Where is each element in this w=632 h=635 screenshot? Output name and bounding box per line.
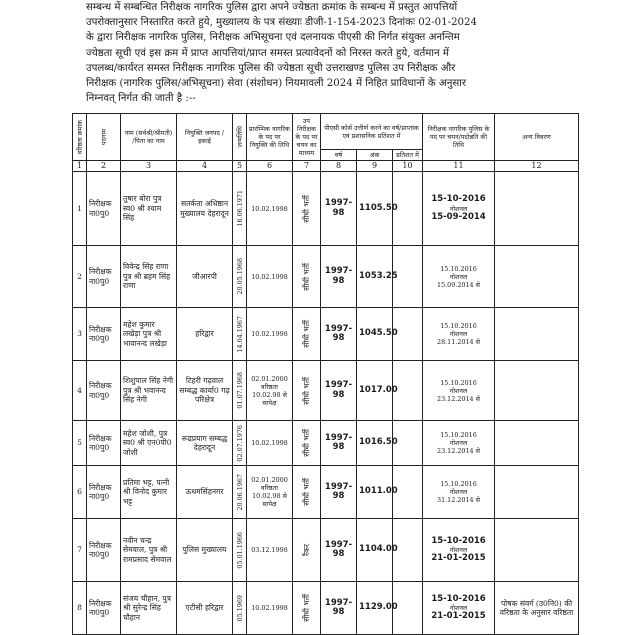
header-year: वर्ष (321, 150, 357, 161)
header-rank: पदनाम (87, 114, 121, 161)
intro-line: के द्वारा निरीक्षक नागरिक पुलिस, निरीक्षक अभिसूचना एवं दलनायक पीएसी की निर्गत संयुक्त अनन्तिम (86, 32, 460, 44)
promotion-notional: नोशनल (449, 204, 468, 213)
header-other-details: अन्य विवरण (495, 114, 579, 161)
mode-text: सीधी भर्ती (301, 320, 311, 348)
cell-marks: 1053.25 (357, 246, 393, 308)
dob-text: 20.06.1967 (235, 473, 244, 511)
intro-line: उपलब्ध/कार्यरत समस्त निरीक्षक नागरिक पुलिस की ज्येष्ठता सूची उत्तराखण्ड पुलिस उप निरीक्षक और (86, 62, 456, 74)
promotion-date: 15.10.2016 (440, 431, 477, 439)
cell-appointment-date: 10.02.1998 (247, 582, 293, 635)
cell-unit: सतर्कता अधिष्ठान मुख्यालय देहरादून (177, 172, 233, 246)
cell-name: शिशुपाल सिंह नेगी पुत्र श्री भवानन्द सिंह नेगी (121, 361, 177, 421)
promotion-date: 15.10.2016 (440, 322, 477, 330)
cell-name: विवेन्द्र सिंह राणा पुत्र श्री ब्रहम सिंह राणा (121, 246, 177, 308)
cell-name: महेश कुमार लखेड़ा पुत्र श्री भावानन्द लखेड़ा (121, 308, 177, 361)
intro-line: ज्येष्ठता सूची एवं इस क्रम में प्राप्त आपत्तियां/प्राप्त समस्त प्रत्यावेदनों को निरस्त करते हुये, वर्तमान में (86, 47, 449, 59)
cell-year: 1997-98 (321, 361, 357, 421)
column-number: 10 (393, 161, 423, 172)
cell-seniority-no: 1 (73, 172, 87, 246)
cell-appointment-date: 02.01.2000 वरिष्ठता 10.02.98 से सापेक्ष (247, 361, 293, 421)
promotion-effective-date: 31.12.2014 से (437, 496, 480, 504)
cell-marks: 1045.50 (357, 308, 393, 361)
cell-selection-mode (293, 519, 321, 582)
column-number: 7 (293, 161, 321, 172)
cell-other-details (495, 466, 579, 519)
column-number: 6 (247, 161, 293, 172)
seniority-table (72, 113, 579, 635)
cell-rank: निरीक्षक ना0पु0 (87, 519, 121, 582)
promotion-date: 15-10-2016 (431, 593, 486, 604)
cell-year: 1997-98 (321, 308, 357, 361)
cell-unit: टिहरी गढ़वाल सम्बद्ध कार्या0 गढ़ परिक्षेत्र (177, 361, 233, 421)
cell-other-details (495, 246, 579, 308)
cell-selection-mode (293, 246, 321, 308)
cell-unit: एटीसी हरिद्वार (177, 582, 233, 635)
table-row (73, 582, 579, 635)
promotion-effective-date: 21-01-2015 (431, 553, 486, 563)
cell-marks: 1129.00 (357, 582, 393, 635)
cell-other-details (495, 308, 579, 361)
cell-selection-mode (293, 308, 321, 361)
header-course-group: पीएसी कोर्स उत्तीर्ण करने का वर्ष/प्राप्तांक एवं प्रशासनिक प्रतिशत में (321, 114, 423, 150)
dob-text: 02.07.1976 (235, 424, 244, 462)
column-number: 11 (423, 161, 495, 172)
cell-selection-mode (293, 361, 321, 421)
dob-text: 20.05.1968 (235, 258, 244, 295)
header-marks: अंक (357, 150, 393, 161)
cell-dob (233, 246, 247, 308)
column-number: 4 (177, 161, 233, 172)
cell-promotion (423, 466, 495, 519)
cell-other-details: पोषक संवर्ग (उ0नि0) की वरिष्ठता के अनुसार वरिष्ठता (495, 582, 579, 635)
promotion-notional: नोशनल (449, 439, 468, 447)
cell-seniority-no: 8 (73, 582, 87, 635)
promotion-date: 15-10-2016 (431, 535, 486, 546)
header-name: नाम (सर्वश्री/श्रीमती) /पिता का नाम (121, 114, 177, 161)
cell-promotion (423, 308, 495, 361)
cell-name: नवीन चन्द्र सेमवाल, पुत्र श्री रामप्रसाद सेमवाल (121, 519, 177, 582)
intro-line: निरीक्षक (नागरिक पुलिस/अभिसूचना) सेवा (संशोधन) नियमावली 2024 में निहित प्राविधानों के अनुसार (86, 78, 467, 90)
cell-appointment-date: 10.02.1998 (247, 246, 293, 308)
cell-year: 1997-98 (321, 172, 357, 246)
cell-appointment-date: 03.12.1998 (247, 519, 293, 582)
column-number: 9 (357, 161, 393, 172)
cell-year: 1997-98 (321, 246, 357, 308)
mode-text: सीधी भर्ती (301, 262, 311, 291)
header-appointment-date: प्रारम्भिक नागरिक के पद पर नियुक्ति की तिथि (247, 114, 293, 161)
table-row (73, 361, 579, 421)
cell-year: 1997-98 (321, 466, 357, 519)
cell-seniority-no: 7 (73, 519, 87, 582)
cell-selection-mode (293, 421, 321, 466)
dob-text: 05.1969 (235, 594, 244, 622)
cell-marks: 1011.00 (357, 466, 393, 519)
table-row (73, 466, 579, 519)
cell-dob (233, 466, 247, 519)
promotion-effective-date: 21-01-2015 (431, 611, 486, 621)
header-promotion-date: निरीक्षक नागरिक पुलिस के पद पर चयन/पदोन्नति की तिथि (423, 114, 495, 161)
cell-dob (233, 582, 247, 635)
cell-dob (233, 421, 247, 466)
cell-year: 1997-98 (321, 421, 357, 466)
cell-name: महेश जोशी, पुत्र स्व0 श्री एन0पी0 जोशी (121, 421, 177, 466)
cell-dob (233, 361, 247, 421)
cell-marks: 1016.50 (357, 421, 393, 466)
table-row (73, 519, 579, 582)
cell-promotion (423, 519, 495, 582)
header-dob: जन्मतिथि (233, 114, 247, 161)
column-number: 1 (73, 161, 87, 172)
promotion-effective-date: 15-09-2014 (431, 211, 486, 222)
column-number: 5 (233, 161, 247, 172)
cell-unit: जीआरपी (177, 246, 233, 308)
dob-text: 01.07.1968 (235, 372, 244, 409)
cell-marks: 1105.50 (357, 172, 393, 246)
promotion-date: 15.10.2016 (440, 480, 477, 488)
cell-name: संजय चौहान, पुत्र श्री सुरेन्द्र सिंह चौहान (121, 582, 177, 635)
cell-marks: 1017.00 (357, 361, 393, 421)
header-unit: नियुक्ति जनपद /इकाई (177, 114, 233, 161)
cell-marks: 1104.00 (357, 519, 393, 582)
cell-other-details (495, 172, 579, 246)
cell-promotion (423, 421, 495, 466)
header-percent: प्रतिशत में (393, 150, 423, 161)
cell-selection-mode (293, 172, 321, 246)
cell-seniority-no: 5 (73, 421, 87, 466)
cell-other-details (495, 519, 579, 582)
dob-text: 14.04.1967 (235, 315, 244, 353)
header-row (73, 114, 579, 150)
cell-rank: निरीक्षक ना0पु0 (87, 361, 121, 421)
cell-seniority-no: 3 (73, 308, 87, 361)
cell-promotion (423, 172, 495, 246)
cell-year: 1997-98 (321, 519, 357, 582)
cell-unit: हरिद्वार (177, 308, 233, 361)
promotion-effective-date: 23.12.2014 से (437, 447, 480, 455)
table-row (73, 421, 579, 466)
cell-appointment-date: 10.02.1998 (247, 308, 293, 361)
dob-text: 16.06.1971 (235, 190, 244, 227)
table-row (73, 172, 579, 246)
cell-other-details (495, 421, 579, 466)
promotion-notional: नोशनल (449, 386, 468, 395)
promotion-notional: नोशनल (449, 330, 468, 338)
column-number: 8 (321, 161, 357, 172)
cell-rank: निरीक्षक ना0पु0 (87, 246, 121, 308)
cell-appointment-date: 10.02.1998 (247, 172, 293, 246)
cell-rank: निरीक्षक ना0पु0 (87, 308, 121, 361)
table-row (73, 246, 579, 308)
cell-unit: रूद्रप्रयाग सम्बद्ध देहरादून (177, 421, 233, 466)
cell-selection-mode (293, 582, 321, 635)
intro-line: सम्बन्ध में सम्बन्धित निरीक्षक नागरिक पुलिस द्वारा अपने ज्येष्ठता क्रमांक के सम्बन्ध में प्रस्तुत आपत्तियों (86, 2, 458, 13)
cell-rank: निरीक्षक ना0पु0 (87, 172, 121, 246)
cell-promotion (423, 361, 495, 421)
column-number: 2 (87, 161, 121, 172)
cell-other-details (495, 361, 579, 421)
cell-dob (233, 308, 247, 361)
mode-text: सीधी भर्ती (301, 194, 311, 223)
header-selection-mode: उप निरीक्षक के पद पर चयन का माध्यम (293, 114, 321, 161)
cell-year: 1997-98 (321, 582, 357, 635)
cell-rank: निरीक्षक ना0पु0 (87, 421, 121, 466)
promotion-effective-date: 15.09.2014 से (437, 280, 480, 289)
cell-seniority-no: 6 (73, 466, 87, 519)
cell-name: प्रतिमा भट्ट, पत्नी श्री विनोद कुमार भट्ट (121, 466, 177, 519)
promotion-date: 15.10.2016 (440, 264, 477, 273)
cell-appointment-date: 02.01.2000 वरिष्ठता 10.02.98 से सापेक्ष (247, 466, 293, 519)
cell-unit: पुलिस मुख्यालय (177, 519, 233, 582)
mode-text: सीधी भर्ती (301, 429, 311, 457)
promotion-effective-date: 23.12.2014 से (437, 394, 480, 403)
promotion-effective-date: 28.11.2014 से (437, 338, 480, 346)
cell-rank: निरीक्षक ना0पु0 (87, 582, 121, 635)
promotion-notional: नोशनल (449, 272, 468, 281)
column-number: 3 (121, 161, 177, 172)
cell-name: तुषार बोरा पुत्र स्व0 श्री श्याम सिंह (121, 172, 177, 246)
cell-rank: निरीक्षक ना0पु0 (87, 466, 121, 519)
intro-paragraph (86, 0, 586, 106)
promotion-date: 15-10-2016 (431, 194, 486, 204)
cell-unit: ऊधमसिंहनगर (177, 466, 233, 519)
mode-text: सीधी भर्ती (301, 376, 311, 405)
cell-dob (233, 519, 247, 582)
promotion-notional: नोशनल (449, 488, 468, 496)
cell-appointment-date: 10.02.1998 (247, 421, 293, 466)
cell-seniority-no: 4 (73, 361, 87, 421)
intro-line: उपरोक्तानुसार निस्तारित करते हुये, मुख्यालय के पत्र संख्याः डीजी-1-154-2023 दिनांकः 02-01-2024 (86, 17, 477, 29)
cell-promotion (423, 582, 495, 635)
cell-seniority-no: 2 (73, 246, 87, 308)
mode-text: सीधी भर्ती (301, 594, 311, 622)
column-number: 12 (495, 161, 579, 172)
dob-text: 05.01.1966 (235, 531, 244, 569)
header-seniority-no: वरिष्ठता क्रमांक (73, 114, 87, 161)
cell-dob (233, 172, 247, 246)
promotion-notional: नोशनल (449, 546, 468, 554)
column-number-row (73, 161, 579, 172)
table-row (73, 308, 579, 361)
cell-promotion (423, 246, 495, 308)
mode-text: रैंकर (301, 543, 311, 557)
cell-selection-mode (293, 466, 321, 519)
intro-line: निम्नवत् निर्गत की जाती है :-- (86, 93, 196, 105)
promotion-notional: नोशनल (449, 604, 468, 612)
mode-text: सीधी भर्ती (301, 478, 311, 506)
promotion-date: 15.10.2016 (440, 378, 477, 387)
